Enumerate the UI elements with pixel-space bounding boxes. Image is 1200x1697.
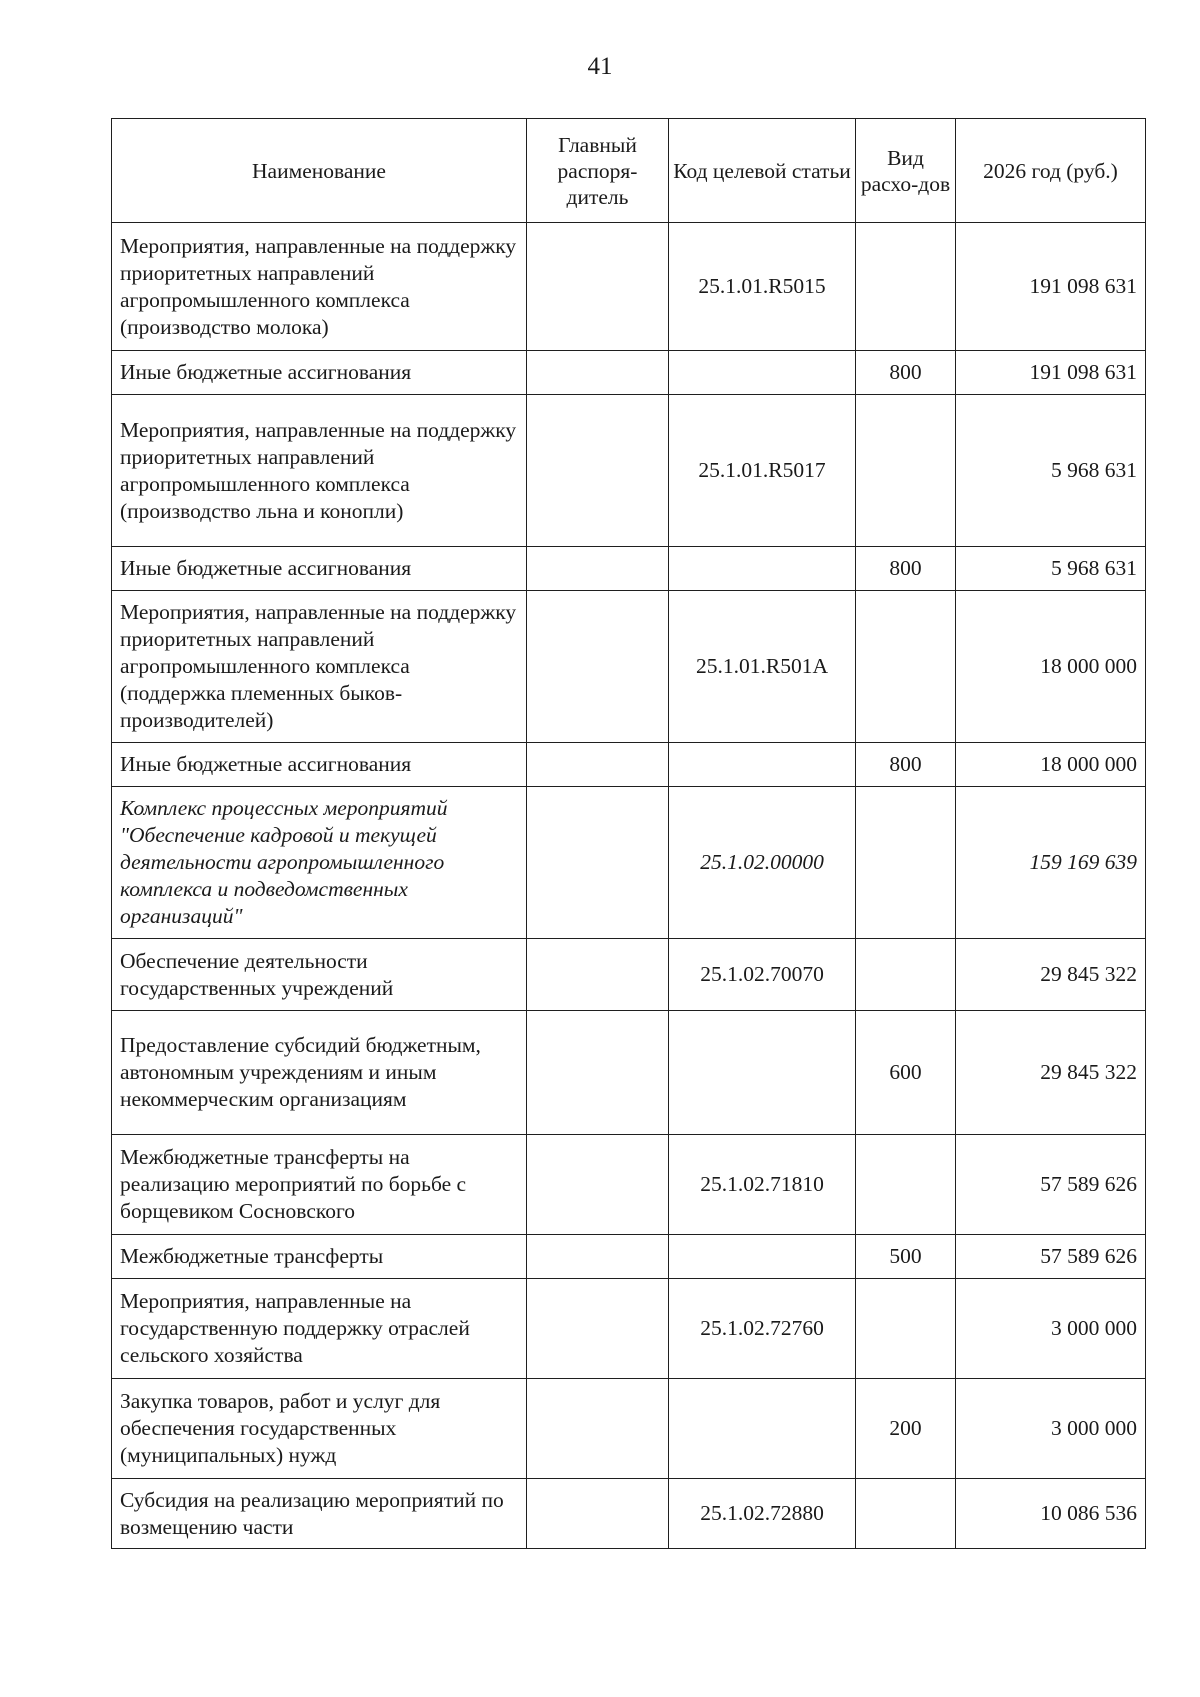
cell-kind: [856, 939, 956, 1011]
cell-amount: 57 589 626: [956, 1235, 1146, 1279]
table-row: [112, 591, 1146, 743]
cell-admin: [527, 351, 669, 395]
cell-admin: [527, 743, 669, 787]
cell-amount: 191 098 631: [956, 223, 1146, 351]
cell-code: 25.1.01.R5017: [669, 395, 856, 547]
cell-amount: 57 589 626: [956, 1135, 1146, 1235]
cell-admin: [527, 939, 669, 1011]
table-row: [112, 395, 1146, 547]
cell-admin: [527, 787, 669, 939]
table-row: [112, 1011, 1146, 1135]
cell-name: Предоставление субсидий бюджетным, автономным учреждениям и иным некоммерческим организациям: [112, 1011, 527, 1135]
cell-admin: [527, 395, 669, 547]
cell-code: [669, 1011, 856, 1135]
cell-name: Мероприятия, направленные на поддержку приоритетных направлений агропромышленного комплекса (производство льна и конопли): [112, 395, 527, 547]
cell-name: Межбюджетные трансферты: [112, 1235, 527, 1279]
cell-admin: [527, 1279, 669, 1379]
cell-name: Комплекс процессных мероприятий "Обеспечение кадровой и текущей деятельности агропромышленного комплекса и подведомственных организаций": [112, 787, 527, 939]
table-row: [112, 787, 1146, 939]
cell-admin: [527, 1011, 669, 1135]
cell-kind: [856, 1135, 956, 1235]
cell-code: 25.1.02.70070: [669, 939, 856, 1011]
cell-amount: 191 098 631: [956, 351, 1146, 395]
cell-kind: [856, 591, 956, 743]
table-row: [112, 1479, 1146, 1549]
header-admin: Главный распоря-дитель: [527, 119, 669, 223]
cell-code: 25.1.01.R501A: [669, 591, 856, 743]
cell-name: Закупка товаров, работ и услуг для обеспечения государственных (муниципальных) нужд: [112, 1379, 527, 1479]
cell-code: 25.1.02.72760: [669, 1279, 856, 1379]
cell-amount: 10 086 536: [956, 1479, 1146, 1549]
cell-name: Мероприятия, направленные на поддержку приоритетных направлений агропромышленного комплекса (поддержка племенных быков-производителей): [112, 591, 527, 743]
header-code: Код целевой статьи: [669, 119, 856, 223]
cell-amount: 18 000 000: [956, 591, 1146, 743]
cell-code: [669, 351, 856, 395]
cell-name: Обеспечение деятельности государственных учреждений: [112, 939, 527, 1011]
cell-kind: [856, 787, 956, 939]
cell-amount: 5 968 631: [956, 547, 1146, 591]
cell-kind: [856, 395, 956, 547]
cell-admin: [527, 547, 669, 591]
cell-code: [669, 547, 856, 591]
cell-code: 25.1.02.71810: [669, 1135, 856, 1235]
table-row: [112, 547, 1146, 591]
cell-amount: 29 845 322: [956, 1011, 1146, 1135]
cell-code: [669, 1379, 856, 1479]
table-row: [112, 939, 1146, 1011]
cell-amount: 3 000 000: [956, 1379, 1146, 1479]
cell-amount: 29 845 322: [956, 939, 1146, 1011]
cell-kind: 500: [856, 1235, 956, 1279]
table-row: [112, 743, 1146, 787]
cell-name: Мероприятия, направленные на государственную поддержку отраслей сельского хозяйства: [112, 1279, 527, 1379]
budget-table: [111, 118, 1146, 1549]
cell-admin: [527, 1379, 669, 1479]
cell-name: Субсидия на реализацию мероприятий по возмещению части: [112, 1479, 527, 1549]
cell-kind: 600: [856, 1011, 956, 1135]
cell-name: Иные бюджетные ассигнования: [112, 547, 527, 591]
table-row: [112, 1379, 1146, 1479]
cell-name: Межбюджетные трансферты на реализацию мероприятий по борьбе с борщевиком Сосновского: [112, 1135, 527, 1235]
table-row: [112, 351, 1146, 395]
cell-admin: [527, 223, 669, 351]
table-row: [112, 1135, 1146, 1235]
cell-admin: [527, 1135, 669, 1235]
cell-kind: 800: [856, 351, 956, 395]
table-header: [112, 119, 1146, 223]
cell-kind: 800: [856, 547, 956, 591]
cell-code: 25.1.02.00000: [669, 787, 856, 939]
cell-amount: 3 000 000: [956, 1279, 1146, 1379]
cell-code: [669, 1235, 856, 1279]
cell-name: Иные бюджетные ассигнования: [112, 351, 527, 395]
cell-code: 25.1.02.72880: [669, 1479, 856, 1549]
cell-code: 25.1.01.R5015: [669, 223, 856, 351]
cell-kind: 200: [856, 1379, 956, 1479]
table-row: [112, 223, 1146, 351]
cell-amount: 18 000 000: [956, 743, 1146, 787]
header-kind: Вид расхо-дов: [856, 119, 956, 223]
header-name: Наименование: [112, 119, 527, 223]
cell-kind: [856, 223, 956, 351]
cell-admin: [527, 1479, 669, 1549]
table-row: [112, 1235, 1146, 1279]
cell-kind: 800: [856, 743, 956, 787]
cell-name: Мероприятия, направленные на поддержку приоритетных направлений агропромышленного комплекса (производство молока): [112, 223, 527, 351]
cell-code: [669, 743, 856, 787]
header-amount: 2026 год (руб.): [956, 119, 1146, 223]
cell-name: Иные бюджетные ассигнования: [112, 743, 527, 787]
cell-admin: [527, 1235, 669, 1279]
table-row: [112, 1279, 1146, 1379]
cell-admin: [527, 591, 669, 743]
cell-kind: [856, 1279, 956, 1379]
table-body: [112, 223, 1146, 1549]
cell-amount: 5 968 631: [956, 395, 1146, 547]
page-number: 41: [587, 53, 613, 80]
cell-amount: 159 169 639: [956, 787, 1146, 939]
cell-kind: [856, 1479, 956, 1549]
